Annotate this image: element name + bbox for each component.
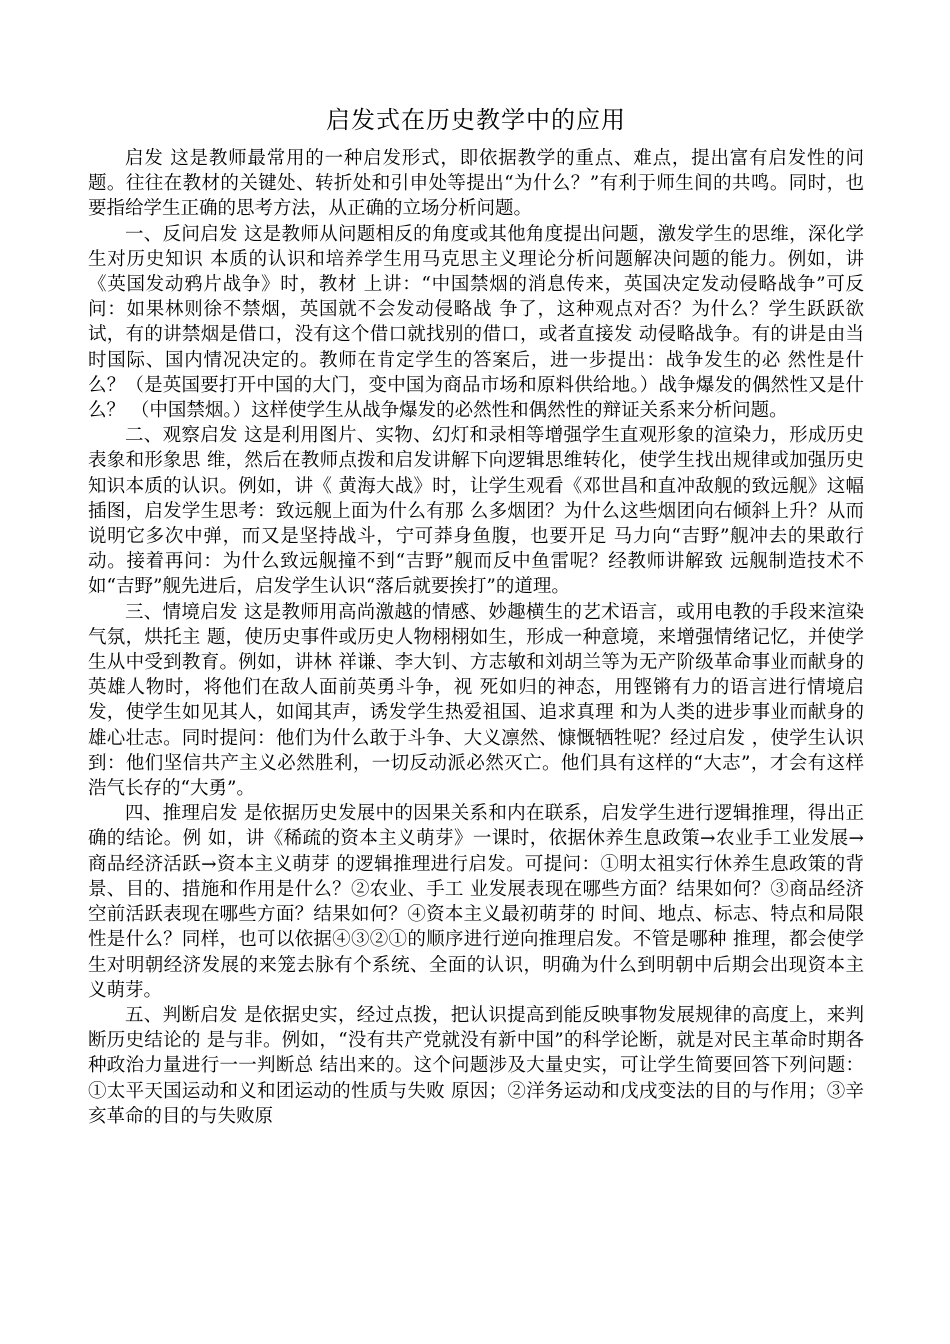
paragraph-observation: 二、观察启发 这是利用图片、实物、幻灯和录相等增强学生直观形象的渲染力，形成历史表象和形象思 维，然后在教师点拨和启发讲解下向逻辑思维转化，使学生找出规律或加强历史知识本质的认识。例如，讲《 黄海大战》时，让学生观看《邓世昌和直冲敌舰的致远舰》这幅插图，启发学生思考：致远舰上面为什么有那 么多烟团？为什么这些烟团向右倾斜上升？从而说明它多次中弹，而又是坚持战斗，宁可莽身鱼腹，也要开足 马力向“吉野”舰冲去的果敢行动。接着再问：为什么致远舰撞不到“吉野”舰而反中鱼雷呢？经教师讲解致 远舰制造技术不如“吉野”舰先进后，启发学生认识“落后就要挨打”的道理。: [88, 425, 864, 598]
paragraph-situation: 三、情境启发 这是教师用高尚激越的情感、妙趣横生的艺术语言，或用电教的手段来渲染气氛，烘托主 题，使历史事件或历史人物栩栩如生，形成一种意境，来增强情绪记忆，并使学生从中受到教育。例如，讲林 祥谦、李大钊、方志敏和刘胡兰等为无产阶级革命事业而献身的英雄人物时，将他们在敌人面前英勇斗争，视 死如归的神态，用铿锵有力的语言进行情境启发，使学生如见其人，如闻其声，诱发学生热爱祖国、追求真理 和为人类的进步事业而献身的雄心壮志。同时提问：他们为什么敢于斗争、大义凛然、慷慨牺牲呢？经过启发 ，使学生认识到：他们坚信共产主义必然胜利，一切反动派必然灭亡。他们具有这样的“大志”，才会有这样 浩气长存的“大勇”。: [88, 601, 864, 800]
paragraph-intro: 启发 这是教师最常用的一种启发形式，即依据教学的重点、难点，提出富有启发性的问题。往往在教材的关键处、转折处和引申处等提出“为什么？”有利于师生间的共鸣。同时，也要指给学生正确的思考方法，从正确的立场分析问题。: [88, 148, 864, 220]
paragraph-reasoning: 四、推理启发 是依据历史发展中的因果关系和内在联系，启发学生进行逻辑推理，得出正确的结论。例 如，讲《稀疏的资本主义萌芽》一课时，依据休养生息政策→农业手工业发展→商品经济活跃→资本主义萌芽 的逻辑推理进行启发。可提问：①明太祖实行休养生息政策的背景、目的、措施和作用是什么？②农业、手工 业发展表现在哪些方面？结果如何？③商品经济空前活跃表现在哪些方面？结果如何？④资本主义最初萌芽的 时间、地点、标志、特点和局限性是什么？同样，也可以依据④③②①的顺序进行逆向推理启发。不管是哪种 推理，都会使学生对明朝经济发展的来笼去脉有个系统、全面的认识，明确为什么到明朝中后期会出现资本主 义萌芽。: [88, 803, 864, 1001]
document-title: 启发式在历史教学中的应用: [326, 106, 626, 134]
paragraph-rhetorical-question: 一、反问启发 这是教师从问题相反的角度或其他角度提出问题，激发学生的思维，深化学生对历史知识 本质的认识和培养学生用马克思主义理论分析问题解决问题的能力。例如，讲《英国发动鸦片战争》时，教材 上讲：“中国禁烟的消息传来，英国决定发动侵略战争”可反问：如果林则徐不禁烟，英国就不会发动侵略战 争了，这种观点对否？为什么？学生跃跃欲试，有的讲禁烟是借口，没有这个借口就找别的借口，或者直接发 动侵略战争。有的讲是由当时国际、国内情况决定的。教师在肯定学生的答案后，进一步提出：战争发生的必 然性是什么？（是英国要打开中国的大门，变中国为商品市场和原料供给地。）战争爆发的偶然性又是什么？ （中国禁烟。）这样使学生从战争爆发的必然性和偶然性的辩证关系来分析问题。: [88, 223, 864, 422]
paragraph-judgment: 五、判断启发 是依据史实，经过点拨，把认识提高到能反映事物发展规律的高度上，来判断历史结论的 是与非。例如，“没有共产党就没有新中国”的科学论断，就是对民主革命时期各种政治力量进行一一判断总 结出来的。这个问题涉及大量史实，可让学生简要回答下列问题：①太平天国运动和义和团运动的性质与失败 原因；②洋务运动和戊戌变法的目的与作用；③辛亥革命的目的与失败原: [88, 1004, 864, 1127]
document-page: [88, 100, 864, 1129]
